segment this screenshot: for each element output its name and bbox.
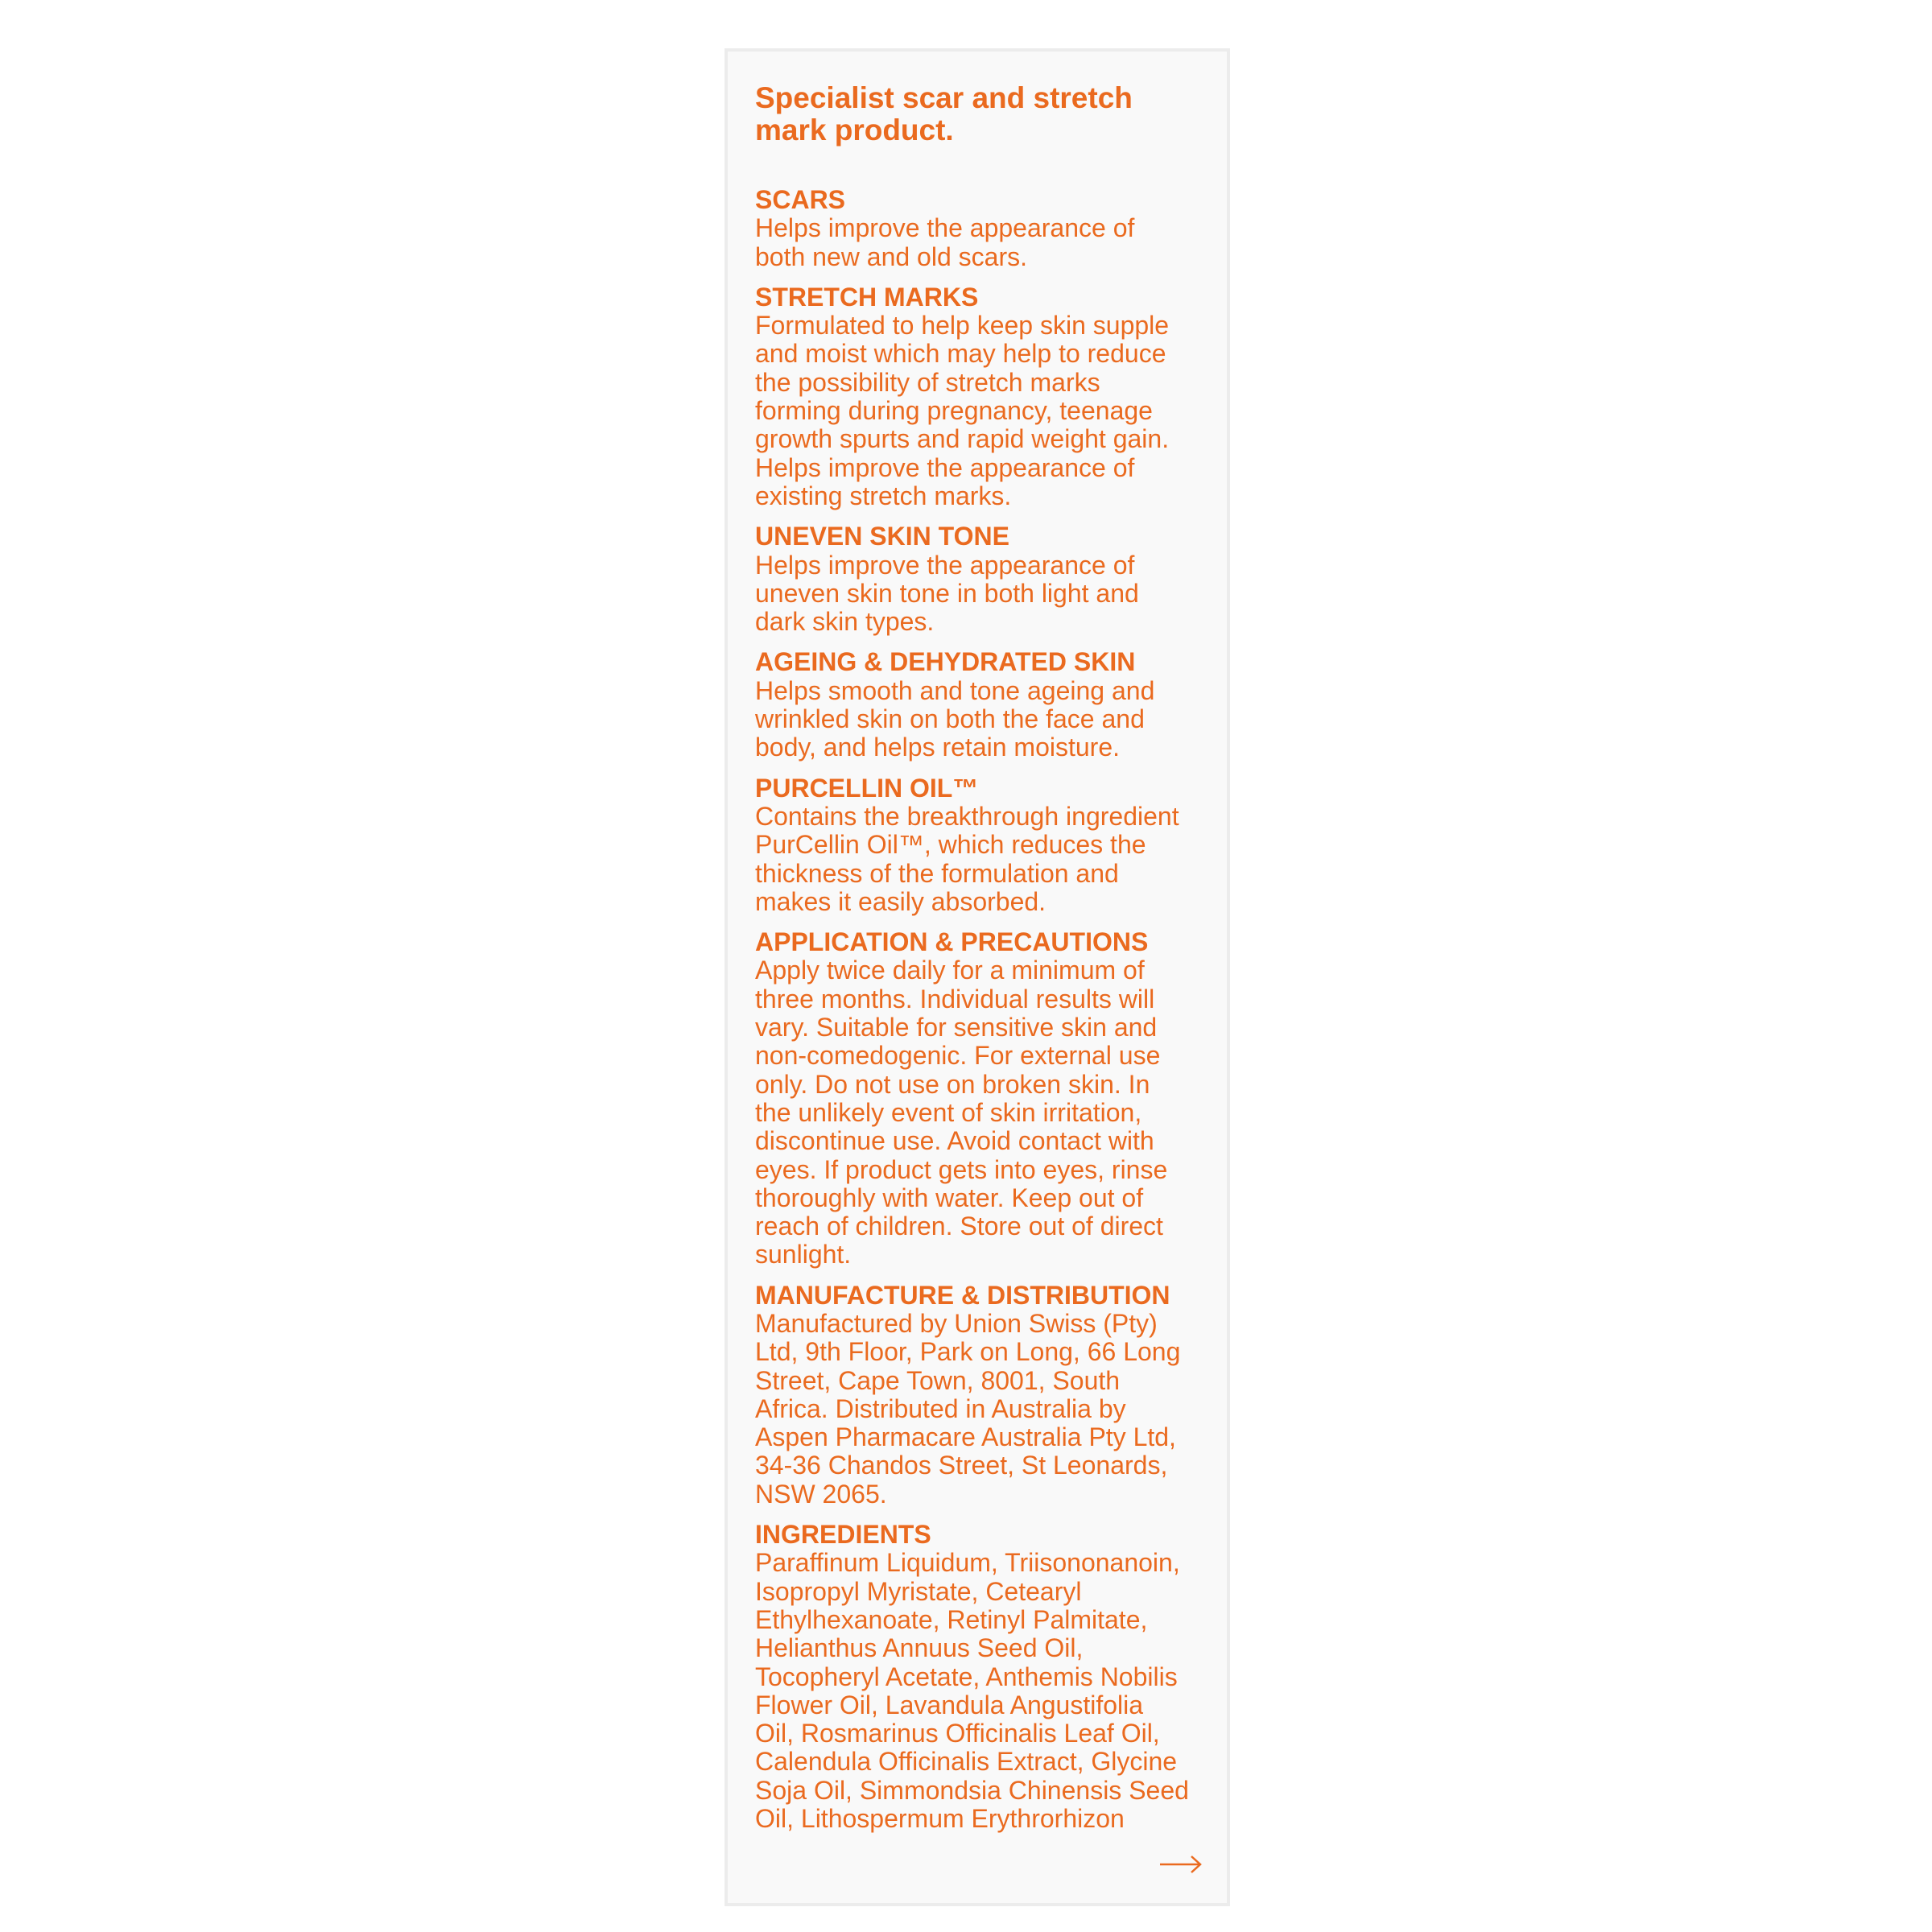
headline: Specialist scar and stretch mark product. <box>755 81 1133 147</box>
product-info-panel <box>724 48 1230 1906</box>
section-stretch-marks <box>755 283 1222 510</box>
section-heading: MANUFACTURE & DISTRIBUTION <box>755 1280 1170 1310</box>
section-ingredients <box>755 1521 1222 1833</box>
section-body: Paraffinum Liquidum, Triisononanoin, Isopropyl Myristate, Cetearyl Ethylhexanoate, Retinyl Palmitate, Helianthus Annuus Seed Oil, Tocopheryl Acetate, Anthemis Nobilis Flower Oil, Lavandula Angustifolia Oil, Rosmarinus Officinalis Leaf Oil, Calendula Officinalis Extract, Glycine Soja Oil, Simmondsia Chinensis Seed Oil, Lithospermum Erythrorhizon <box>755 1548 1189 1834</box>
section-body: Helps improve the appearance of uneven skin tone in both light and dark skin types. <box>755 550 1139 637</box>
section-heading: STRETCH MARKS <box>755 282 979 312</box>
panel-content <box>755 82 1222 1845</box>
section-body: Helps improve the appearance of both new and old scars. <box>755 213 1135 271</box>
section-scars <box>755 186 1222 271</box>
section-application-precautions <box>755 928 1222 1269</box>
section-heading: SCARS <box>755 185 846 214</box>
section-heading: APPLICATION & PRECAUTIONS <box>755 927 1149 957</box>
section-ageing-dehydrated-skin <box>755 648 1222 762</box>
section-heading: UNEVEN SKIN TONE <box>755 522 1009 551</box>
section-purcellin-oil <box>755 774 1222 916</box>
section-manufacture-distribution <box>755 1282 1222 1509</box>
section-body: Manufactured by Union Swiss (Pty) Ltd, 9th Floor, Park on Long, 66 Long Street, Cape Town, 8001, South Africa. Distributed in Australia by Aspen Pharmacare Australia Pty Ltd, 34-36 Chandos Street, St Leonards, NSW 2065. <box>755 1308 1181 1509</box>
section-heading: PURCELLIN OIL™ <box>755 773 979 803</box>
section-body: Helps smooth and tone ageing and wrinkled skin on both the face and body, and helps retain moisture. <box>755 675 1155 762</box>
section-body: Formulated to help keep skin supple and moist which may help to reduce the possibility of stretch marks forming during pregnancy, teenage growth spurts and rapid weight gain. Helps improve the appearance of existing stretch marks. <box>755 311 1170 510</box>
section-body: Contains the breakthrough ingredient PurCellin Oil™, which reduces the thickness of the formulation and makes it easily absorbed. <box>755 801 1179 916</box>
section-heading: INGREDIENTS <box>755 1520 931 1550</box>
section-body: Apply twice daily for a minimum of three months. Individual results will vary. Suitable for sensitive skin and non-comedogenic. For external use only. Do not use on broken skin. In the unlikely event of skin irritation, discontinue use. Avoid contact with eyes. If product gets into eyes, rinse thoroughly with water. Keep out of reach of children. Store out of direct sunlight. <box>755 956 1168 1269</box>
section-uneven-skin-tone <box>755 522 1222 636</box>
arrow-right-icon <box>1159 1855 1203 1874</box>
section-heading: AGEING & DEHYDRATED SKIN <box>755 647 1136 677</box>
